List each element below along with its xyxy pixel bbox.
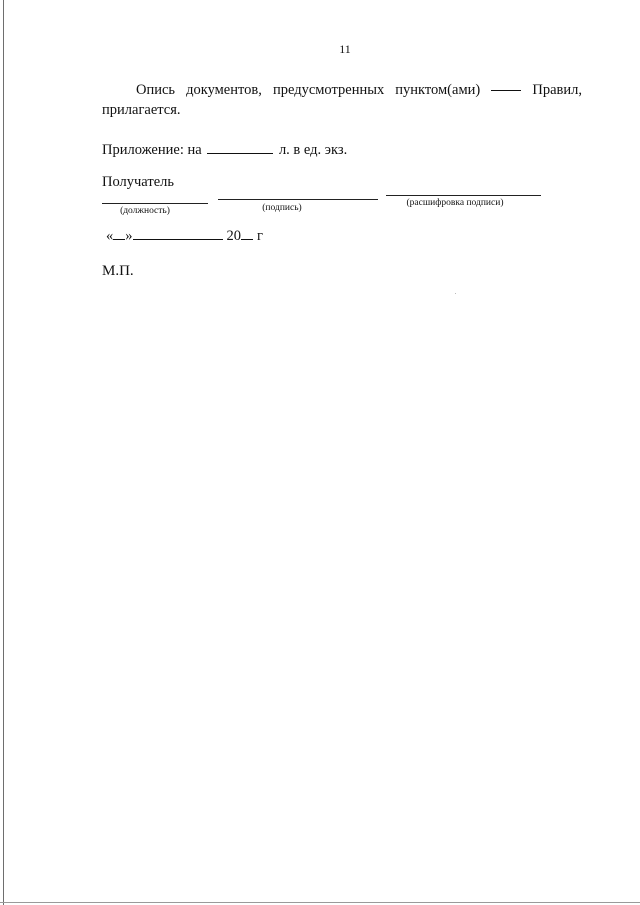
year-prefix: 20 bbox=[226, 228, 241, 244]
scan-speck bbox=[455, 293, 456, 294]
page-number: 11 bbox=[339, 42, 351, 56]
scan-edge-bottom bbox=[0, 902, 640, 903]
word: пунктом(ами) bbox=[395, 82, 481, 98]
recipient-label: Получатель bbox=[102, 174, 174, 190]
inventory-paragraph bbox=[102, 80, 582, 120]
attachment-line bbox=[102, 141, 347, 159]
signature-decoding-blank[interactable] bbox=[386, 195, 541, 196]
attachment-prefix: Приложение: на bbox=[102, 142, 202, 158]
year-suffix: г bbox=[257, 228, 263, 244]
word: документов, bbox=[186, 82, 262, 98]
scan-edge-left bbox=[3, 0, 4, 905]
paragraph-line-2: прилагается. bbox=[102, 102, 181, 118]
word: предусмотренных bbox=[272, 82, 385, 98]
paragraph-line-1 bbox=[102, 80, 582, 100]
caption-signature-decoding: (расшифровка подписи) bbox=[406, 198, 504, 208]
close-quote: » bbox=[125, 228, 133, 244]
word: Правил, bbox=[532, 82, 582, 98]
caption-signature: (подпись) bbox=[262, 203, 302, 213]
date-line bbox=[106, 228, 263, 245]
day-blank[interactable] bbox=[113, 229, 125, 240]
month-blank[interactable] bbox=[133, 229, 223, 240]
word: Опись bbox=[136, 82, 176, 98]
caption-position: (должность) bbox=[120, 206, 170, 216]
year-blank[interactable] bbox=[241, 229, 253, 240]
open-quote: « bbox=[106, 228, 114, 244]
position-blank[interactable] bbox=[102, 203, 208, 204]
signature-blank[interactable] bbox=[218, 199, 378, 200]
rule-number-blank[interactable] bbox=[491, 80, 521, 91]
sheet-count-blank[interactable] bbox=[207, 141, 273, 154]
attachment-suffix: л. в ед. экз. bbox=[278, 142, 348, 158]
stamp-place: М.П. bbox=[102, 263, 134, 279]
